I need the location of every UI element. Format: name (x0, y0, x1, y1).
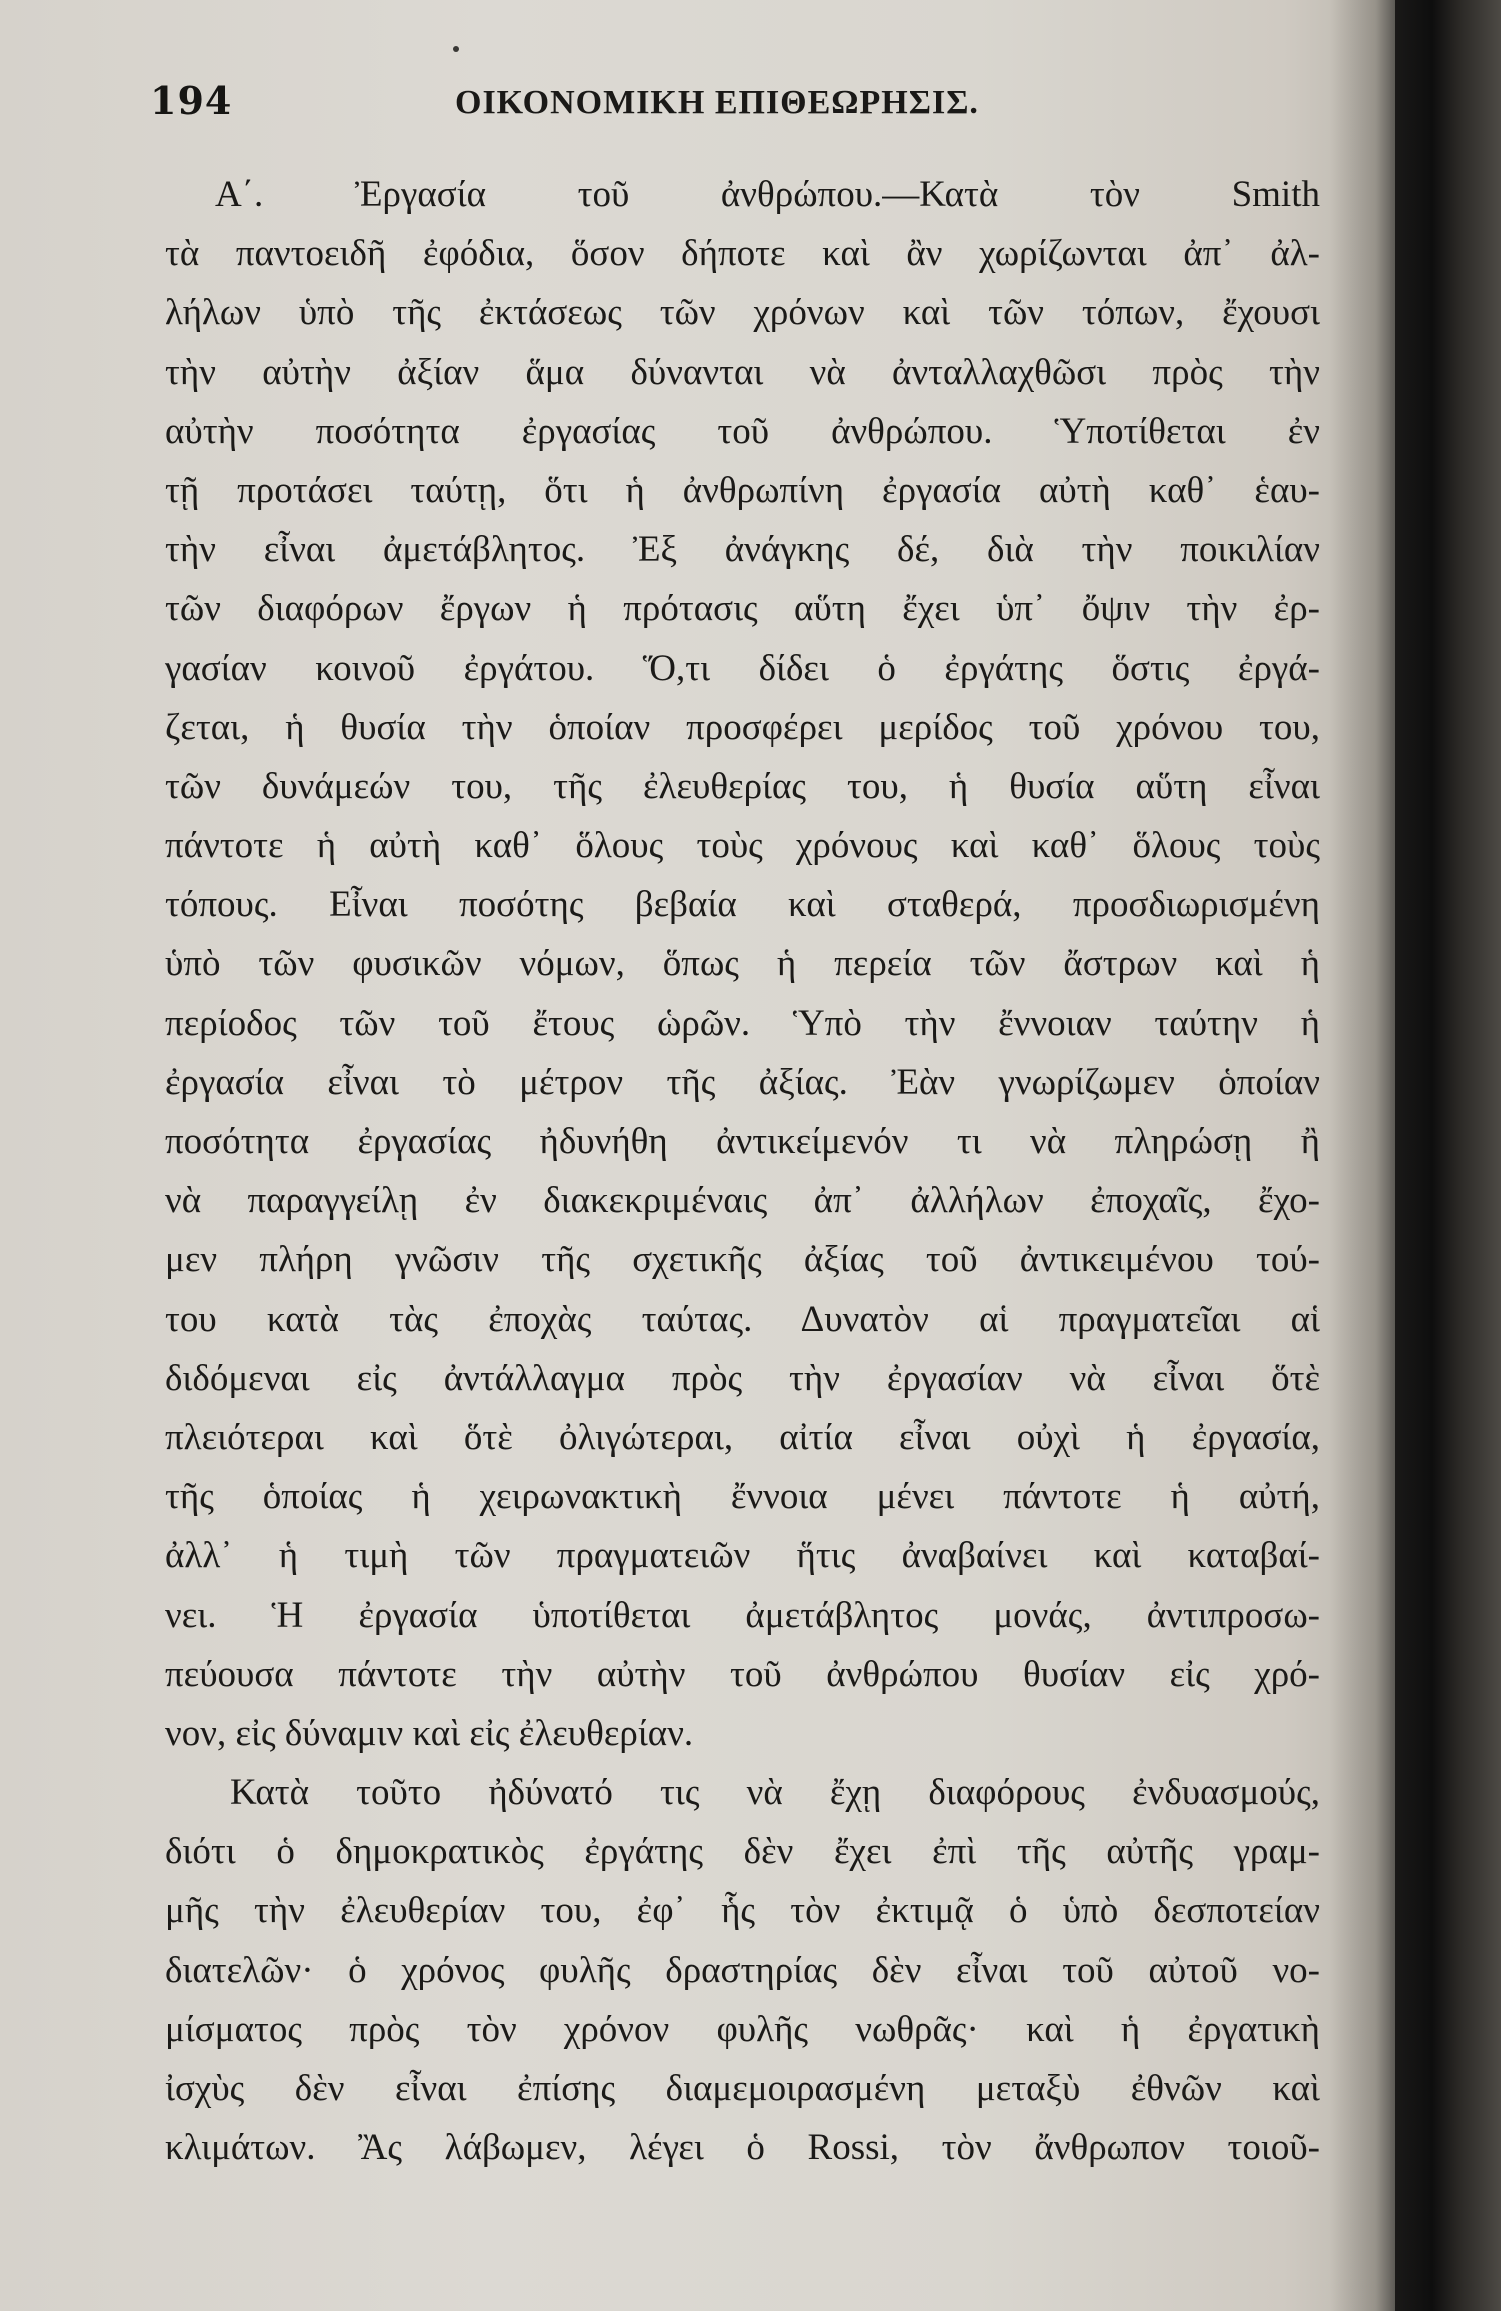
text-line: γασίαν κοινοῦ ἐργάτου. Ὅ,τι δίδει ὁ ἐργάτης ὅστις ἐργά- (165, 647, 1320, 689)
text-line: Α΄. Ἐργασία τοῦ ἀνθρώπου.—Κατὰ τὸν Smith (215, 174, 1320, 215)
text-line: ἀλλ᾽ ἡ τιμὴ τῶν πραγματειῶν ἥτις ἀναβαίνει καὶ καταβαί- (165, 1535, 1320, 1577)
text-line: λήλων ὑπὸ τῆς ἐκτάσεως τῶν χρόνων καὶ τῶν τόπων, ἔχουσι (165, 292, 1320, 334)
text-line: τῆς ὁποίας ἡ χειρωνακτικὴ ἔννοια μένει πάντοτε ἡ αὐτή, (165, 1476, 1320, 1518)
journal-title: ΟΙΚΟΝΟΜΙΚΗ ΕΠΙΘΕΩΡΗΣΙΣ. (455, 84, 979, 121)
paragraph-1 (165, 165, 1320, 1763)
running-header (150, 78, 1300, 138)
gutter-shadow (1330, 0, 1395, 2311)
text-line: του κατὰ τὰς ἐποχὰς ταύτας. Δυνατὸν αἱ πραγματεῖαι αἱ (165, 1298, 1320, 1340)
text-line: τὰ παντοειδῆ ἐφόδια, ὅσον δήποτε καὶ ἂν χωρίζωνται ἀπ᾽ ἀλ- (165, 233, 1320, 275)
text-line: πλειότεραι καὶ ὅτὲ ὀλιγώτεραι, αἰτία εἶναι οὐχὶ ἡ ἐργασία, (165, 1416, 1320, 1458)
text-line: νον, εἰς δύναμιν καὶ εἰς ἐλευθερίαν. (165, 1712, 694, 1754)
text-line: ζεται, ἡ θυσία τὴν ὁποίαν προσφέρει μερίδος τοῦ χρόνου του, (165, 706, 1320, 748)
text-line: τῶν δυνάμεών του, τῆς ἐλευθερίας του, ἡ θυσία αὕτη εἶναι (165, 765, 1320, 807)
text-line: διατελῶν· ὁ χρόνος φυλῆς δραστηρίας δὲν εἶναι τοῦ αὐτοῦ νο- (165, 1949, 1320, 1991)
ink-speck (453, 46, 459, 52)
body-text (165, 165, 1320, 2177)
text-line: ποσότητα ἐργασίας ἠδυνήθη ἀντικείμενόν τι νὰ πληρώσῃ ἢ (165, 1121, 1320, 1162)
text-line: αὐτὴν ποσότητα ἐργασίας τοῦ ἀνθρώπου. Ὑποτίθεται ἐν (165, 410, 1320, 452)
text-line: ἐργασία εἶναι τὸ μέτρον τῆς ἀξίας. Ἐὰν γνωρίζωμεν ὁποίαν (165, 1061, 1320, 1103)
text-line: τῶν διαφόρων ἔργων ἡ πρότασις αὕτη ἔχει ὑπ᾽ ὄψιν τὴν ἐρ- (165, 588, 1320, 630)
text-line: διότι ὁ δημοκρατικὸς ἐργάτης δὲν ἔχει ἐπὶ τῆς αὐτῆς γραμ- (165, 1831, 1320, 1873)
text-line: τῇ προτάσει ταύτῃ, ὅτι ἡ ἀνθρωπίνη ἐργασία αὐτὴ καθ᾽ ἑαυ- (165, 469, 1320, 511)
text-line: πεύουσα πάντοτε τὴν αὐτὴν τοῦ ἀνθρώπου θυσίαν εἰς χρό- (165, 1653, 1320, 1695)
text-line: ἰσχὺς δὲν εἶναι ἐπίσης διαμεμοιρασμένη μεταξὺ ἐθνῶν καὶ (165, 2068, 1320, 2109)
page-number: 194 (150, 78, 233, 123)
text-line: μῆς τὴν ἐλευθερίαν του, ἐφ᾽ ἧς τὸν ἐκτιμᾷ ὁ ὑπὸ δεσποτείαν (165, 1890, 1320, 1932)
text-line: Κατὰ τοῦτο ἠδύνατό τις νὰ ἔχῃ διαφόρους ἐνδυασμούς, (230, 1772, 1320, 1814)
text-line: ὑπὸ τῶν φυσικῶν νόμων, ὅπως ἡ περεία τῶν ἄστρων καὶ ἡ (165, 943, 1320, 985)
text-line: διδόμεναι εἰς ἀντάλλαγμα πρὸς τὴν ἐργασίαν νὰ εἶναι ὅτὲ (165, 1357, 1320, 1399)
paragraph-2 (165, 1763, 1320, 2177)
text-line: περίοδος τῶν τοῦ ἔτους ὡρῶν. Ὑπὸ τὴν ἔννοιαν ταύτην ἡ (165, 1002, 1320, 1044)
text-line: μίσματος πρὸς τὸν χρόνον φυλῆς νωθρᾶς· καὶ ἡ ἐργατικὴ (165, 2008, 1320, 2050)
text-line: μεν πλήρη γνῶσιν τῆς σχετικῆς ἀξίας τοῦ ἀντικειμένου τού- (165, 1239, 1320, 1281)
text-line: πάντοτε ἡ αὐτὴ καθ᾽ ὅλους τοὺς χρόνους καὶ καθ᾽ ὅλους τοὺς (165, 825, 1320, 867)
text-line: τὴν εἶναι ἀμετάβλητος. Ἐξ ἀνάγκης δέ, διὰ τὴν ποικιλίαν (165, 529, 1320, 571)
text-line: τόπους. Εἶναι ποσότης βεβαία καὶ σταθερά, προσδιωρισμένη (165, 884, 1320, 926)
book-spine (1395, 0, 1501, 2311)
text-line: νὰ παραγγείλῃ ἐν διακεκριμέναις ἀπ᾽ ἀλλήλων ἐποχαῖς, ἔχο- (165, 1180, 1320, 1222)
text-line: νει. Ἡ ἐργασία ὑποτίθεται ἀμετάβλητος μονάς, ἀντιπροσω- (165, 1594, 1320, 1636)
text-line: κλιμάτων. Ἂς λάβωμεν, λέγει ὁ Rossi, τὸν ἄνθρωπον τοιοῦ- (165, 2127, 1320, 2169)
text-line: τὴν αὐτὴν ἀξίαν ἅμα δύνανται νὰ ἀνταλλαχθῶσι πρὸς τὴν (165, 351, 1320, 393)
